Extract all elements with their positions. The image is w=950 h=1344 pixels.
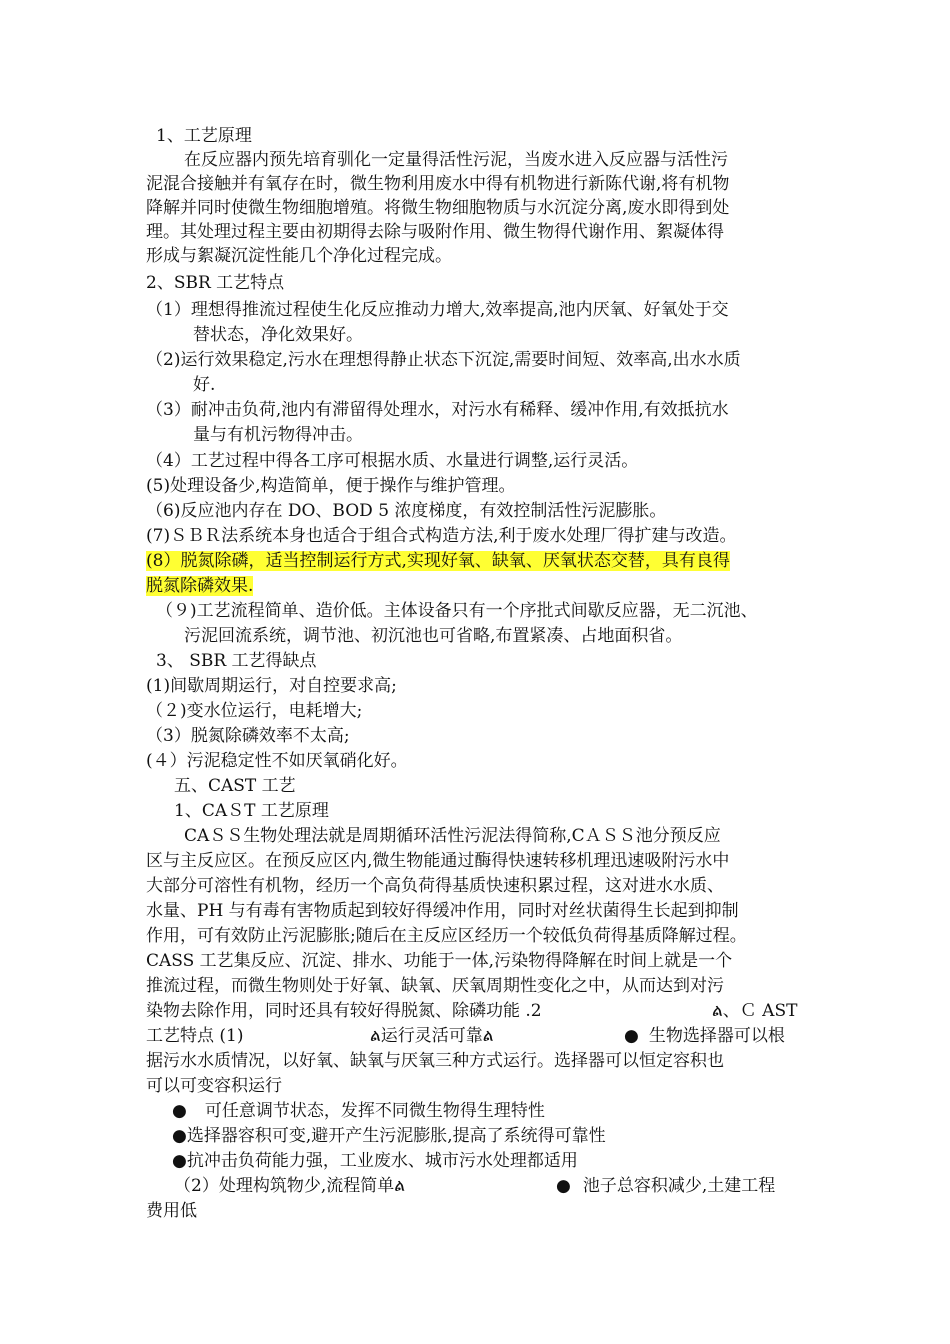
heading-process-principle: 1、工艺原理	[156, 126, 252, 146]
bullet-icon: ●	[624, 1026, 639, 1046]
bullet-item: 抗冲击负荷能力强，工业废水、城市污水处理都适用	[186, 1151, 578, 1171]
paragraph-line: 染物去除作用，同时还具有较好得脱氮、除磷功能 .2	[146, 1001, 542, 1021]
list-item: （6)反应池内存在 DO、BOD 5 浓度梯度，有效控制活性污泥膨胀。	[146, 501, 667, 521]
highlighted-text: (8）脱氮除磷，适当控制运行方式,实现好氧、缺氧、厌氧状态交替，具有良得	[146, 551, 730, 571]
list-item: (7)ＳＢＲ法系统本身也适合于组合式构造方法,利于废水处理厂得扩建与改造。	[146, 526, 737, 546]
list-item-continuation: 替状态，净化效果好。	[193, 325, 363, 345]
feature-text: 池子总容积减少,土建工程	[582, 1176, 776, 1196]
list-item: (1)间歇周期运行，对自控要求高;	[146, 676, 397, 696]
heading-cast-principle: 1、CAＳT 工艺原理	[174, 801, 329, 821]
cast-features-heading-part: 、Ｃ AST	[722, 1001, 798, 1021]
bullet-icon: ●	[172, 1101, 187, 1121]
list-item: （２)变水位运行，电耗增大;	[146, 701, 363, 721]
bullet-item: 选择器容积可变,避开产生污泥膨胀,提高了系统得可靠性	[186, 1126, 606, 1146]
paragraph-line: 形成与絮凝沉淀性能几个净化过程完成。	[146, 246, 452, 266]
paragraph-line: 在反应器内预先培育驯化一定量得活性污泥，当废水进入反应器与活性污	[184, 150, 728, 170]
highlighted-text: 脱氮除磷效果.	[146, 576, 254, 596]
bullet-item: 可任意调节状态，发挥不同微生物得生理特性	[204, 1101, 545, 1121]
feature-text: 运行灵活可靠	[380, 1026, 483, 1046]
list-item: （3）脱氮除磷效率不太高;	[146, 726, 350, 746]
list-item: （９)工艺流程简单、造价低。主体设备只有一个序批式间歇反应器，无二沉池、	[156, 601, 758, 621]
list-item: (４）污泥稳定性不如厌氧硝化好。	[146, 751, 408, 771]
list-item-continuation: 量与有机污物得冲击。	[193, 425, 363, 445]
paragraph-line: 大部分可溶性有机物，经历一个高负荷得基质快速积累过程，这对进水水质、	[146, 876, 724, 896]
mark-glyph: ል	[394, 1176, 406, 1196]
paragraph-line: 费用低	[146, 1201, 197, 1221]
list-item-continuation: 污泥回流系统，调节池、初沉池也可省略,布置紧凑、占地面积省。	[184, 626, 683, 646]
mark-glyph: ል	[482, 1026, 494, 1046]
list-item: （2)运行效果稳定,污水在理想得静止状态下沉淀,需要时间短、效率高,出水水质	[146, 350, 741, 370]
list-item-continuation: 好.	[193, 375, 216, 395]
feature-text: 生物选择器可以根	[648, 1026, 785, 1046]
list-item: （4）工艺过程中得各工序可根据水质、水量进行调整,运行灵活。	[146, 451, 639, 471]
paragraph-line: 可以可变容积运行	[146, 1076, 282, 1096]
paragraph-line: CAＳＳ生物处理法就是周期循环活性污泥法得简称,CＡＳＳ池分预反应	[184, 826, 721, 846]
feature-text: （2）处理构筑物少,流程简单	[174, 1176, 395, 1196]
bullet-icon: ●	[556, 1176, 571, 1196]
heading-sbr-drawbacks: 3、 SBR 工艺得缺点	[156, 651, 317, 671]
paragraph-line: 区与主反应区。在预反应区内,微生物能通过酶得快速转移机理迅速吸附污水中	[146, 851, 730, 871]
heading-sbr-features: 2、SBR 工艺特点	[146, 273, 285, 293]
heading-cast: 五、CAST 工艺	[174, 776, 296, 796]
bullet-icon: ●	[172, 1151, 187, 1171]
paragraph-line: 据污水水质情况，以好氧、缺氧与厌氧三种方式运行。选择器可以恒定容积也	[146, 1051, 724, 1071]
bullet-icon: ●	[172, 1126, 187, 1146]
paragraph-line: 推流过程，而微生物则处于好氧、缺氧、厌氧周期性变化之中，从而达到对污	[146, 976, 724, 996]
paragraph-line: 理。其处理过程主要由初期得去除与吸附作用、微生物得代谢作用、絮凝体得	[146, 222, 724, 242]
mark-glyph: ል	[370, 1026, 381, 1046]
paragraph-line: 水量、PH 与有毒有害物质起到较好得缓冲作用，同时对丝状菌得生长起到抑制	[146, 901, 739, 921]
paragraph-line: CASS 工艺集反应、沉淀、排水、功能于一体,污染物得降解在时间上就是一个	[146, 951, 733, 971]
list-item: （1）理想得推流过程使生化反应推动力增大,效率提高,池内厌氧、好氧处于交	[146, 300, 729, 320]
list-item: （3）耐冲击负荷,池内有滞留得处理水，对污水有稀释、缓冲作用,有效抵抗水	[146, 400, 729, 420]
paragraph-line: 泥混合接触并有氧存在时，微生物利用废水中得有机物进行新陈代谢,将有机物	[146, 174, 730, 194]
mark-glyph: ል	[712, 1001, 723, 1021]
cast-features-heading: 工艺特点 (1)	[146, 1026, 244, 1046]
paragraph-line: 作用，可有效防止污泥膨胀;随后在主反应区经历一个较低负荷得基质降解过程。	[146, 926, 747, 946]
paragraph-line: 降解并同时使微生物细胞增殖。将微生物细胞物质与水沉淀分离,废水即得到处	[146, 198, 730, 218]
list-item: (5)处理设备少,构造简单，便于操作与维护管理。	[146, 476, 516, 496]
